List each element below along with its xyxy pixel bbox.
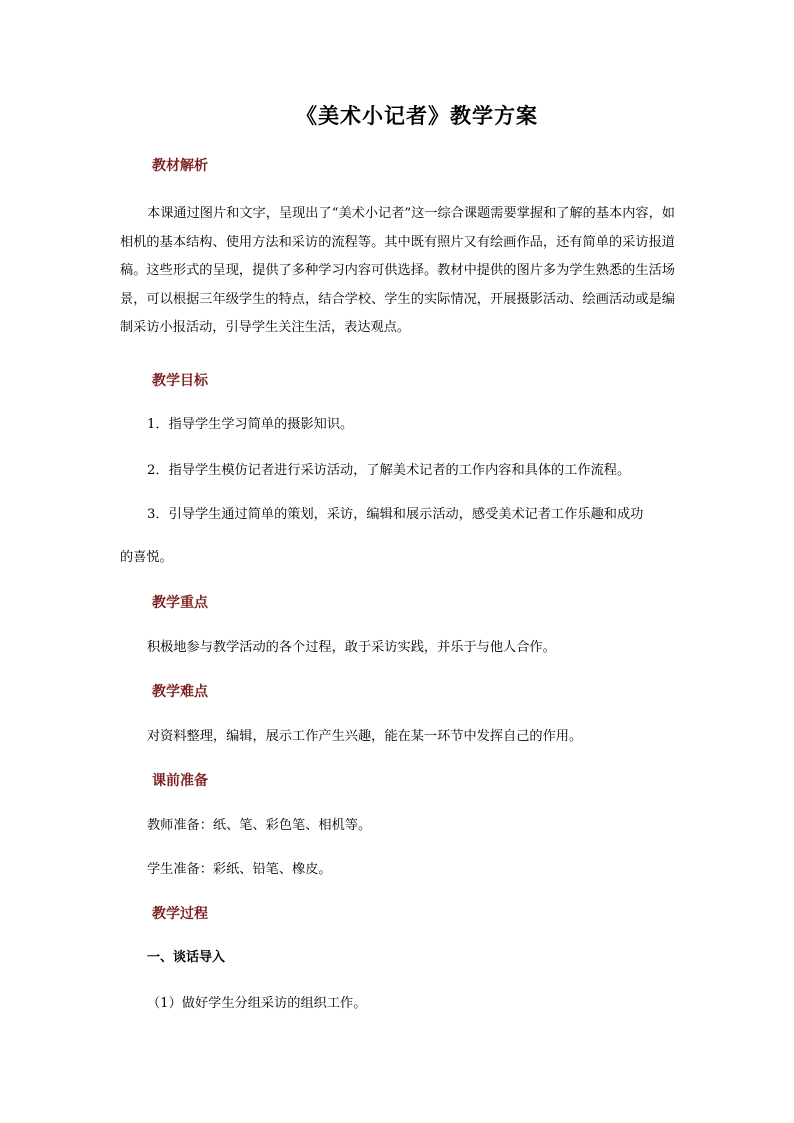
- heading-key-points: 教学重点: [152, 595, 208, 611]
- goal-item-3-continued: 的喜悦。: [120, 550, 173, 565]
- teacher-preparation: 教师准备：纸、笔、彩色笔、相机等。: [147, 818, 372, 833]
- document-title: 《美术小记者》教学方案: [296, 103, 538, 128]
- process-step-1: （1）做好学生分组采访的组织工作。: [147, 996, 367, 1011]
- process-subheading: 一、谈话导入: [147, 950, 226, 965]
- heading-analysis: 教材解析: [152, 158, 208, 174]
- heading-goals: 教学目标: [152, 373, 208, 389]
- key-points-text: 积极地参与教学活动的各个过程，敢于采访实践，并乐于与他人合作。: [147, 640, 556, 655]
- heading-difficulties: 教学难点: [152, 684, 208, 700]
- goal-item-1: 1．指导学生学习简单的摄影知识。: [147, 417, 354, 432]
- goal-item-3: 3．引导学生通过简单的策划，采访，编辑和展示活动，感受美术记者工作乐趣和成功: [147, 507, 644, 522]
- analysis-paragraph: 本课通过图片和文字，呈现出了“美术小记者”这一综合课题需要掌握和了解的基本内容，如相机的基本结构、使用方法和采访的流程等。其中既有照片又有绘画作品，还有简单的采访报道稿。这些形式的呈现，提供了多种学习内容可供选择。教材中提供的图片多为学生熟悉的生活场景，可以根据三年级学生的特点，结合学校、学生的实际情况，开展摄影活动、绘画活动或是编制采访小报活动，引导学生关注生活，表达观点。: [120, 206, 675, 336]
- student-preparation: 学生准备：彩纸、铅笔、橡皮。: [147, 862, 332, 877]
- difficulties-text: 对资料整理，编辑，展示工作产生兴趣，能在某一环节中发挥自己的作用。: [147, 729, 583, 744]
- heading-preparation: 课前准备: [152, 773, 208, 789]
- goal-item-2: 2．指导学生模仿记者进行采访活动，了解美术记者的工作内容和具体的工作流程。: [147, 463, 631, 478]
- heading-process: 教学过程: [152, 906, 208, 922]
